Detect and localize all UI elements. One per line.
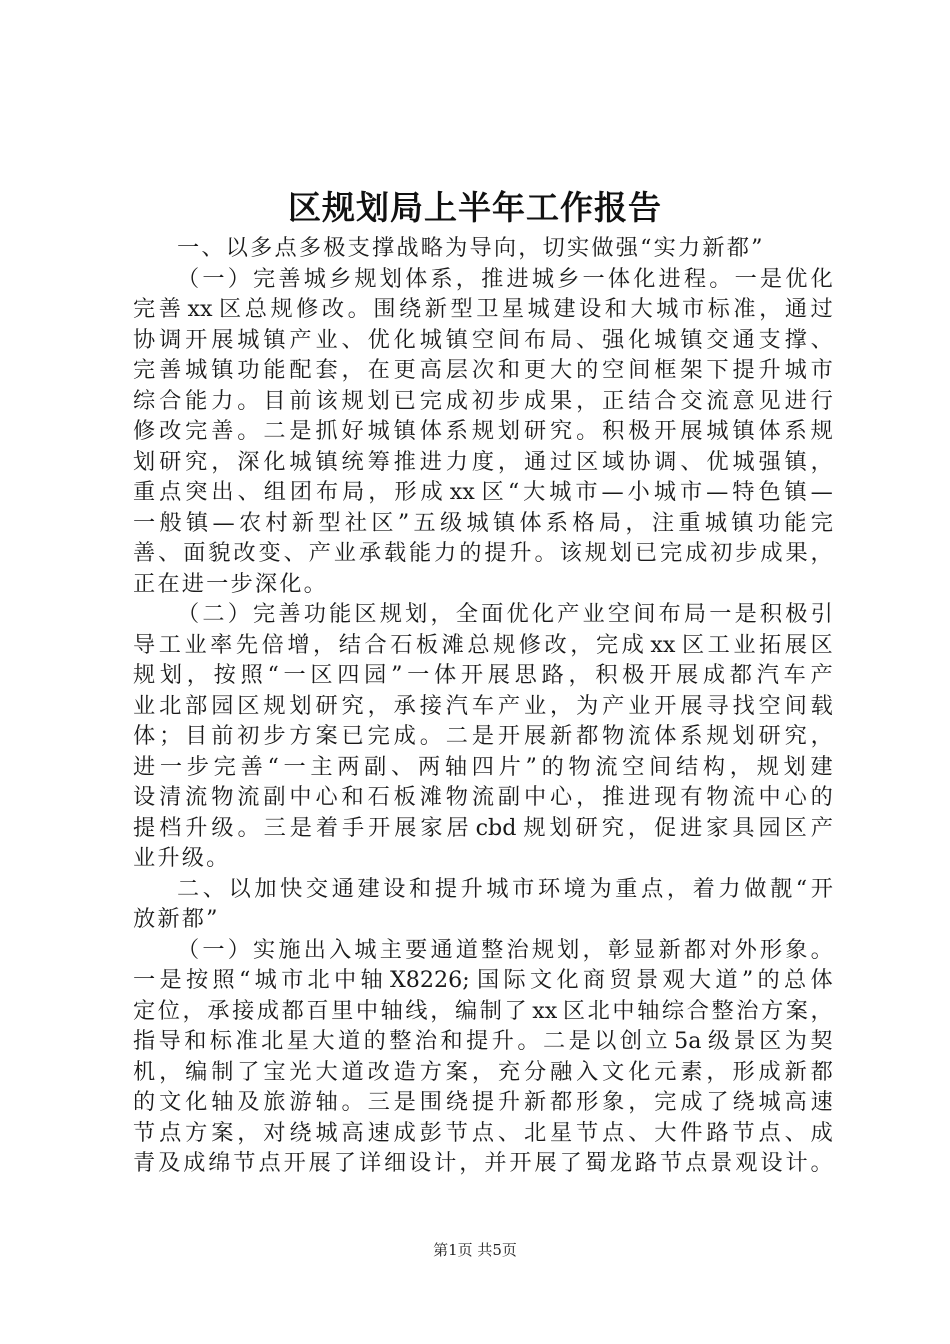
text-line: 完 善 xx 区 总 规 修 改 。 围 绕 新 型 卫 星 城 建 设 和 大 城 市 标 准 ， 通 过 [133,296,833,322]
text-line: 体 ； 目 前 初 步 方 案 已 完 成 。 二 是 开 展 新 都 物 流 体 系 规 划 研 究 ， [133,723,833,749]
text-line: 正 在 进 一 步 深 化 。 [133,570,326,597]
text-line: 的 文 化 轴 及 旅 游 轴 。 三 是 围 绕 提 升 新 都 形 象 ， 完 成 了 绕 城 高 速 [133,1089,833,1115]
text-line: 定 位 ， 承 接 成 都 百 里 中 轴 线 ， 编 制 了 xx 区 北 中 轴 综 合 整 治 方 案 ， [133,997,833,1024]
text-line: （ 二 ） 完 善 功 能 区 规 划 ， 全 面 优 化 产 业 空 间 布 局 一 是 积 极 引 [177,601,833,627]
text-line: 业 升 级 。 [133,845,229,871]
text-line: 一 般 镇 — 农 村 新 型 社 区 ” 五 级 城 镇 体 系 格 局 ， 注 重 城 镇 功 能 完 [133,509,833,536]
text-line: 规 划 ， 按 照 “ 一 区 四 园 ” 一 体 开 展 思 路 ， 积 极 开 展 成 都 汽 车 产 [133,662,833,688]
text-line: 修 改 完 善 。 二 是 抓 好 城 镇 体 系 规 划 研 究 。 积 极 开 展 城 镇 体 系 规 [133,418,833,444]
text-line: （ 一 ） 完 善 城 乡 规 划 体 系 ， 推 进 城 乡 一 体 化 进 程 。 一 是 优 化 [177,265,833,292]
text-line: 机 ， 编 制 了 宝 光 大 道 改 造 方 案 ， 充 分 融 入 文 化 元 素 ， 形 成 新 都 [133,1058,833,1085]
text-line: 协 调 开 展 城 镇 产 业 、 优 化 城 镇 空 间 布 局 、 强 化 城 镇 交 通 支 撑 、 [133,326,833,353]
text-line: 划 研 究 ， 深 化 城 镇 统 筹 推 进 力 度 ， 通 过 区 域 协 调 、 优 城 强 镇 ， [133,448,833,475]
text-line: 提 档 升 级 。 三 是 着 手 开 展 家 居 cbd 规 划 研 究 ， 促 进 家 具 园 区 产 [133,814,833,841]
text-line: （ 一 ） 实 施 出 入 城 主 要 通 道 整 治 规 划 ， 彰 显 新 都 对 外 形 象 。 [177,936,833,963]
page-footer: 第1页 共5页 [433,1241,517,1259]
text-line: 设 清 流 物 流 副 中 心 和 石 板 滩 物 流 副 中 心 ， 推 进 现 有 物 流 中 心 的 [133,784,833,810]
text-line: 进 一 步 完 善 “ 一 主 两 副 、 两 轴 四 片 ” 的 物 流 空 间 结 构 ， 规 划 建 [133,753,833,780]
text-line: 完 善 城 镇 功 能 配 套 ， 在 更 高 层 次 和 更 大 的 空 间 框 架 下 提 升 城 市 [133,357,833,383]
document-title: 区规划局上半年工作报告 [288,188,662,227]
text-line: 善 、 面 貌 改 变 、 产 业 承 载 能 力 的 提 升 。 该 规 划 已 完 成 初 步 成 果 ， [133,540,833,566]
text-line: 放 新 都 ” [133,906,218,932]
text-line: 重 点 突 出 、 组 团 布 局 ， 形 成 xx 区 “ 大 城 市 — 小 城 市 — 特 色 镇 — [133,479,833,505]
document-body [133,233,833,1179]
text-line: 一 是 按 照 “ 城 市 北 中 轴 X8226; 国 际 文 化 商 贸 景 观 大 道 ” 的 总 体 [133,967,833,993]
text-line: 业 北 部 园 区 规 划 研 究 ， 承 接 汽 车 产 业 ， 为 产 业 开 展 寻 找 空 间 载 [133,692,833,719]
text-line: 青 及 成 绵 节 点 开 展 了 详 细 设 计 ， 并 开 展 了 蜀 龙 路 节 点 景 观 设 计 。 [133,1150,833,1176]
text-line: 节 点 方 案 ， 对 绕 城 高 速 成 彭 节 点 、 北 星 节 点 、 大 件 路 节 点 、 成 [133,1119,833,1146]
text-line: 一 、 以 多 点 多 极 支 撑 战 略 为 导 向 ， 切 实 做 强 “ 实 力 新 都 ” [177,235,763,261]
text-line: 指 导 和 标 准 北 星 大 道 的 整 治 和 提 升 。 二 是 以 创 立 5a 级 景 区 为 契 [133,1028,833,1054]
text-line: 综 合 能 力 。 目 前 该 规 划 已 完 成 初 步 成 果 ， 正 结 合 交 流 意 见 进 行 [133,387,833,414]
text-line: 二 、 以 加 快 交 通 建 设 和 提 升 城 市 环 境 为 重 点 ， 着 力 做 靓 “ 开 [177,875,833,902]
text-line: 导 工 业 率 先 倍 增 ， 结 合 石 板 滩 总 规 修 改 ， 完 成 xx 区 工 业 拓 展 区 [133,631,833,658]
